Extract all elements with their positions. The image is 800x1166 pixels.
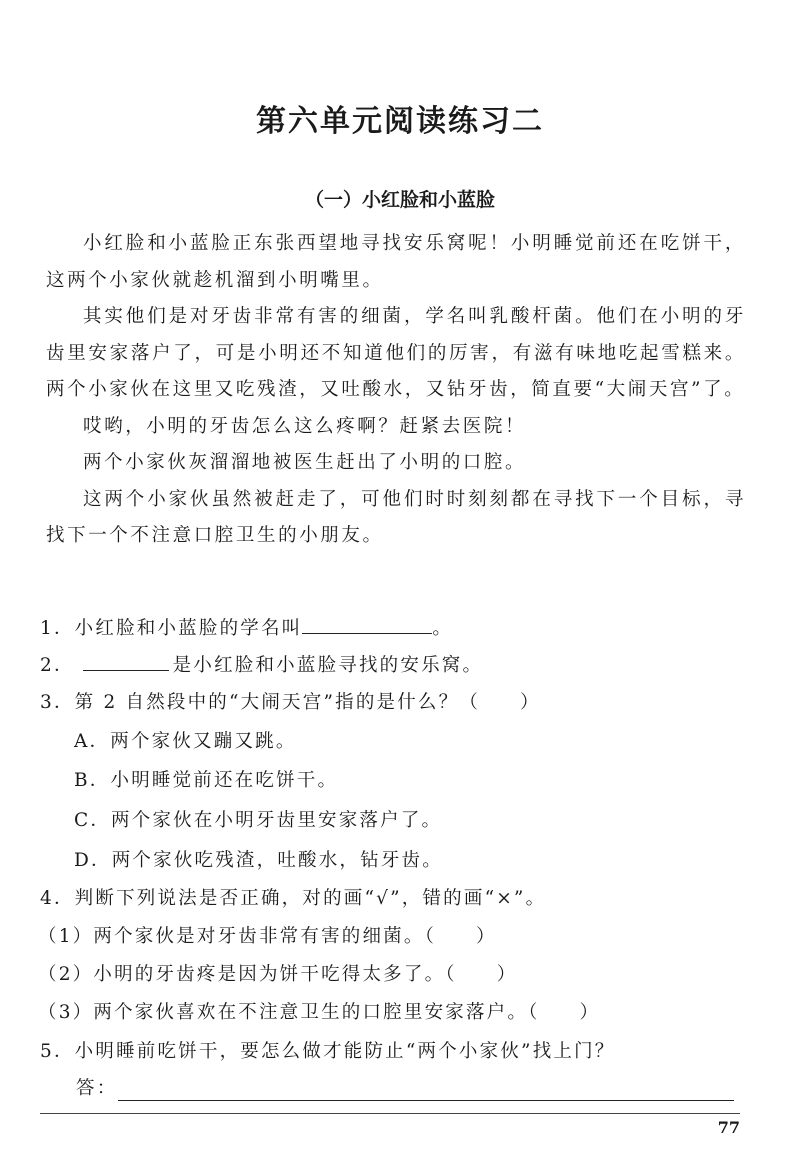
question-2-text: 是小红脸和小蓝脸寻找的安乐窝。 — [172, 655, 484, 676]
answer-label: 答： — [76, 1078, 118, 1099]
footer-divider — [40, 1113, 740, 1114]
passage-title: （一）小红脸和小蓝脸 — [304, 189, 495, 211]
question-5: 5．小明睡前吃饼干，要怎么做才能防止“两个小家伙”找上门？ — [40, 1041, 616, 1062]
question-4-item-2-text: （2）小明的牙齿疼是因为饼干吃得太多了。（ — [38, 964, 457, 985]
question-2 — [40, 650, 760, 681]
passage-paragraph-3: 哎哟，小明的牙齿怎么这么疼啊？赶紧去医院！ — [83, 415, 527, 437]
question-4-item-2-close: ） — [496, 964, 518, 985]
question-3 — [40, 688, 760, 718]
option-c: C．两个家伙在小明牙齿里安家落户了。 — [74, 810, 443, 831]
passage-paragraph-1: 小红脸和小蓝脸正东张西望地寻找安乐窝呢！小明睡觉前还在吃饼干，这两个小家伙就趁机溜到小明嘴里。 — [46, 233, 746, 291]
question-3-close: ） — [520, 692, 541, 713]
answer-blank-2[interactable] — [83, 650, 169, 671]
passage-paragraph-4: 两个小家伙灰溜溜地被医生赶出了小明的口腔。 — [83, 452, 527, 473]
page-title: 第六单元阅读练习二 — [256, 104, 544, 139]
question-4-item-3-text: （3）两个家伙喜欢在不注意卫生的口腔里安家落户。（ — [38, 1002, 540, 1023]
question-1 — [40, 613, 760, 644]
question-4: 4．判断下列说法是否正确，对的画“√”，错的画“×”。 — [40, 888, 547, 909]
question-3-text: 3．第 2 自然段中的“大闹天宫”指的是什么？（ — [40, 692, 481, 713]
question-1-end: 。 — [432, 618, 454, 639]
option-b: B．小明睡觉前还在吃饼干。 — [74, 770, 339, 791]
question-4-item-1 — [38, 922, 758, 952]
answer-blank-1[interactable] — [302, 613, 432, 634]
passage-paragraph-5: 这两个小家伙虽然被赶走了，可他们时时刻刻都在寻找下一个目标，寻找下一个不注意口腔卫生的小朋友。 — [46, 488, 746, 546]
reading-passage — [46, 226, 746, 555]
question-4-item-1-text: （1）两个家伙是对牙齿非常有害的细菌。（ — [38, 926, 437, 947]
question-4-item-1-close: ） — [476, 926, 497, 947]
question-1-text: 1．小红脸和小蓝脸的学名叫 — [40, 618, 303, 639]
question-4-item-3-close: ） — [579, 1002, 601, 1023]
question-2-number: 2． — [40, 655, 75, 676]
option-d: D．两个家伙吃残渣，吐酸水，钻牙齿。 — [74, 850, 443, 871]
question-4-item-2 — [38, 960, 758, 990]
question-4-item-3 — [38, 998, 758, 1028]
answer-line-5[interactable] — [118, 1100, 734, 1101]
passage-paragraph-2: 其实他们是对牙齿非常有害的细菌，学名叫乳酸杆菌。他们在小明的牙齿里安家落户了，可是小明还不知道他们的厉害，有滋有味地吃起雪糕来。两个小家伙在这里又吃残渣，又吐酸水，又钻牙齿，简直要“大闹天宫”了。 — [46, 306, 746, 400]
option-a: A．两个家伙又蹦又跳。 — [74, 731, 297, 752]
page-number: 77 — [717, 1118, 740, 1137]
